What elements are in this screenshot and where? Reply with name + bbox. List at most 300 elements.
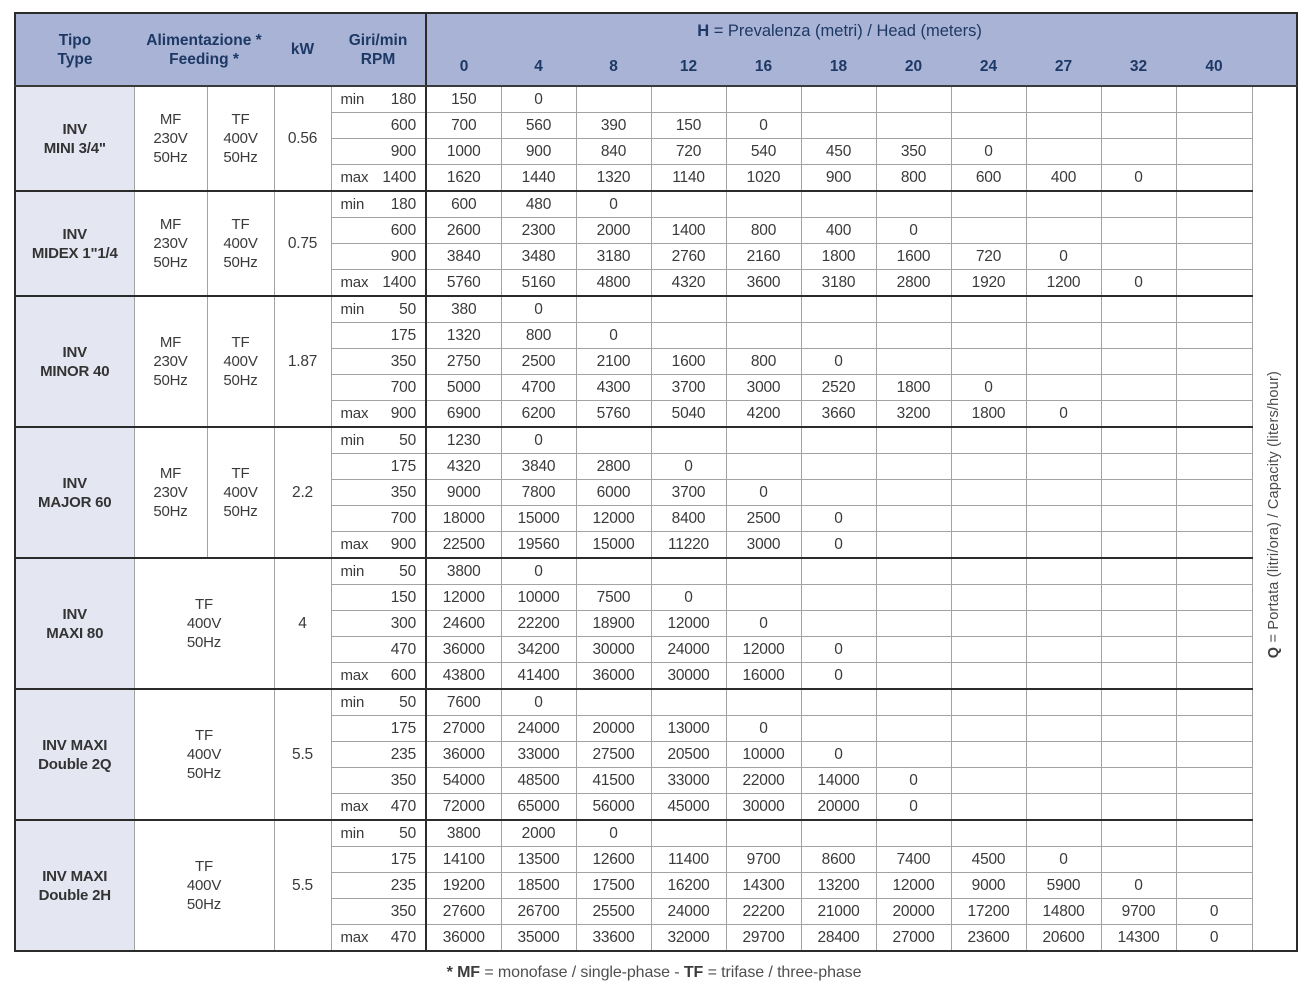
flow-cell: 6000 bbox=[576, 480, 651, 506]
rpm-cell-content bbox=[332, 925, 426, 950]
flow-cell: 29700 bbox=[726, 925, 801, 952]
flow-cell: 17500 bbox=[576, 873, 651, 899]
flow-cell bbox=[801, 296, 876, 323]
flow-cell: 0 bbox=[1101, 165, 1176, 192]
flow-cell: 9700 bbox=[1101, 899, 1176, 925]
flow-cell: 30000 bbox=[651, 663, 726, 690]
flow-cell bbox=[1101, 401, 1176, 428]
text-line: TF bbox=[231, 111, 250, 128]
flow-cell bbox=[876, 742, 951, 768]
flow-cell: 13000 bbox=[651, 716, 726, 742]
flow-cell: 900 bbox=[801, 165, 876, 192]
text-segment: Q bbox=[1266, 646, 1283, 659]
text-line: MF bbox=[159, 111, 182, 128]
flow-cell bbox=[726, 86, 801, 113]
flow-cell bbox=[576, 296, 651, 323]
rpm-value: 900 bbox=[390, 143, 417, 160]
flow-cell: 27600 bbox=[426, 899, 501, 925]
rpm-cell-content bbox=[332, 480, 426, 505]
flow-cell: 3800 bbox=[426, 820, 501, 847]
flow-cell bbox=[876, 323, 951, 349]
flow-cell: 14300 bbox=[1101, 925, 1176, 952]
flow-cell: 24000 bbox=[651, 637, 726, 663]
flow-cell: 20000 bbox=[801, 794, 876, 821]
rpm-value: 700 bbox=[390, 379, 417, 396]
flow-cell: 0 bbox=[951, 139, 1026, 165]
flow-cell: 16000 bbox=[726, 663, 801, 690]
text-line: 50Hz bbox=[223, 503, 258, 520]
header-capacity-spacer bbox=[1252, 13, 1297, 86]
rpm-value: 50 bbox=[399, 694, 417, 711]
flow-cell: 10000 bbox=[726, 742, 801, 768]
flow-cell: 0 bbox=[1101, 873, 1176, 899]
rpm-cell-content bbox=[332, 611, 426, 636]
flow-cell bbox=[1026, 637, 1101, 663]
flow-cell bbox=[951, 585, 1026, 611]
rpm-cell bbox=[331, 663, 426, 690]
rpm-cell-content bbox=[332, 218, 426, 243]
flow-cell bbox=[1176, 768, 1252, 794]
rpm-minmax-label: min bbox=[340, 694, 365, 711]
flow-cell: 5160 bbox=[501, 270, 576, 297]
flow-cell bbox=[1101, 820, 1176, 847]
flow-cell bbox=[1176, 611, 1252, 637]
flow-cell: 65000 bbox=[501, 794, 576, 821]
feeding-tf-cell bbox=[207, 86, 274, 191]
flow-cell: 24000 bbox=[651, 899, 726, 925]
flow-cell: 1020 bbox=[726, 165, 801, 192]
capacity-axis-cell bbox=[1252, 86, 1297, 951]
flow-cell bbox=[876, 427, 951, 454]
flow-cell bbox=[1101, 244, 1176, 270]
rpm-cell-content bbox=[332, 663, 426, 688]
flow-cell: 22200 bbox=[501, 611, 576, 637]
flow-cell: 12000 bbox=[426, 585, 501, 611]
flow-cell bbox=[876, 558, 951, 585]
rpm-value: 700 bbox=[390, 510, 417, 527]
rpm-cell-content bbox=[332, 401, 426, 426]
head-column-12: 12 bbox=[651, 49, 726, 86]
rpm-cell-content bbox=[332, 716, 426, 741]
flow-cell: 3000 bbox=[726, 532, 801, 559]
flow-cell: 0 bbox=[801, 663, 876, 690]
flow-cell bbox=[1176, 323, 1252, 349]
rpm-cell-content bbox=[332, 349, 426, 374]
flow-cell: 7400 bbox=[876, 847, 951, 873]
flow-cell: 600 bbox=[951, 165, 1026, 192]
flow-cell: 6900 bbox=[426, 401, 501, 428]
flow-cell bbox=[651, 558, 726, 585]
rpm-cell bbox=[331, 401, 426, 428]
flow-cell bbox=[801, 454, 876, 480]
text-segment: = monofase / single-phase - bbox=[479, 964, 684, 981]
rpm-cell-content bbox=[332, 690, 426, 715]
flow-cell: 450 bbox=[801, 139, 876, 165]
flow-cell bbox=[1176, 637, 1252, 663]
flow-cell: 18000 bbox=[426, 506, 501, 532]
flow-cell bbox=[1026, 86, 1101, 113]
flow-cell: 1440 bbox=[501, 165, 576, 192]
flow-cell: 6200 bbox=[501, 401, 576, 428]
flow-cell: 0 bbox=[801, 506, 876, 532]
flow-cell: 3700 bbox=[651, 480, 726, 506]
rpm-cell-content bbox=[332, 113, 426, 138]
kw-cell: 1.87 bbox=[274, 296, 331, 427]
flow-cell: 1620 bbox=[426, 165, 501, 192]
flow-cell bbox=[951, 820, 1026, 847]
text-line: INV MAXI bbox=[42, 867, 108, 885]
text-line: TF bbox=[231, 465, 250, 482]
text-line: 50Hz bbox=[153, 372, 188, 389]
flow-cell: 14000 bbox=[801, 768, 876, 794]
flow-cell bbox=[1176, 139, 1252, 165]
rpm-minmax-label: max bbox=[340, 667, 369, 684]
flow-cell: 1000 bbox=[426, 139, 501, 165]
flow-cell: 18500 bbox=[501, 873, 576, 899]
kw-cell: 0.75 bbox=[274, 191, 331, 296]
flow-cell bbox=[801, 480, 876, 506]
rpm-cell-content bbox=[332, 742, 426, 767]
text-line: 50Hz bbox=[223, 149, 258, 166]
flow-cell: 8600 bbox=[801, 847, 876, 873]
flow-cell: 26700 bbox=[501, 899, 576, 925]
text-line: 50Hz bbox=[153, 254, 188, 271]
flow-cell bbox=[951, 716, 1026, 742]
flow-cell bbox=[1101, 86, 1176, 113]
flow-cell bbox=[1026, 113, 1101, 139]
flow-cell: 15000 bbox=[501, 506, 576, 532]
text-line: Giri/min bbox=[348, 31, 408, 49]
flow-cell bbox=[951, 689, 1026, 716]
flow-cell bbox=[951, 637, 1026, 663]
rpm-cell bbox=[331, 873, 426, 899]
rpm-value: 1400 bbox=[382, 274, 417, 291]
flow-cell bbox=[1176, 820, 1252, 847]
flow-cell: 13500 bbox=[501, 847, 576, 873]
rpm-cell bbox=[331, 899, 426, 925]
rpm-value: 175 bbox=[390, 851, 417, 868]
flow-cell: 5760 bbox=[426, 270, 501, 297]
flow-cell bbox=[1176, 873, 1252, 899]
flow-cell bbox=[1176, 375, 1252, 401]
rpm-cell-content bbox=[332, 428, 426, 453]
text-line: 50Hz bbox=[186, 765, 222, 782]
rpm-cell bbox=[331, 637, 426, 663]
text-line: 230V bbox=[153, 353, 188, 370]
rpm-value: 235 bbox=[390, 877, 417, 894]
flow-cell bbox=[1101, 768, 1176, 794]
flow-cell bbox=[1176, 86, 1252, 113]
rpm-value: 1400 bbox=[382, 169, 417, 186]
text-line: 400V bbox=[223, 130, 258, 147]
kw-cell: 5.5 bbox=[274, 689, 331, 820]
flow-cell: 800 bbox=[726, 218, 801, 244]
rpm-value: 470 bbox=[390, 929, 417, 946]
flow-cell: 2300 bbox=[501, 218, 576, 244]
text-line: 230V bbox=[153, 484, 188, 501]
header-kw: kW bbox=[274, 13, 331, 86]
flow-cell bbox=[951, 506, 1026, 532]
flow-cell: 36000 bbox=[426, 925, 501, 952]
kw-cell: 0.56 bbox=[274, 86, 331, 191]
flow-cell: 21000 bbox=[801, 899, 876, 925]
rpm-cell bbox=[331, 349, 426, 375]
flow-cell: 3480 bbox=[501, 244, 576, 270]
rpm-minmax-label: min bbox=[340, 301, 365, 318]
flow-cell: 19560 bbox=[501, 532, 576, 559]
text-line: 50Hz bbox=[186, 634, 222, 651]
flow-cell bbox=[1026, 375, 1101, 401]
flow-cell: 7600 bbox=[426, 689, 501, 716]
text-line: 50Hz bbox=[223, 254, 258, 271]
flow-cell: 350 bbox=[876, 139, 951, 165]
rpm-value: 600 bbox=[390, 667, 417, 684]
head-column-18: 18 bbox=[801, 49, 876, 86]
flow-cell bbox=[1026, 663, 1101, 690]
flow-cell: 0 bbox=[501, 689, 576, 716]
flow-cell: 20500 bbox=[651, 742, 726, 768]
flow-cell: 0 bbox=[801, 742, 876, 768]
flow-cell: 17200 bbox=[951, 899, 1026, 925]
flow-cell: 28400 bbox=[801, 925, 876, 952]
flow-cell bbox=[801, 611, 876, 637]
flow-cell bbox=[1101, 139, 1176, 165]
flow-cell: 5760 bbox=[576, 401, 651, 428]
flow-cell: 800 bbox=[876, 165, 951, 192]
text-line: 230V bbox=[153, 235, 188, 252]
table-row bbox=[15, 86, 1297, 113]
flow-cell bbox=[1176, 506, 1252, 532]
flow-cell bbox=[1176, 113, 1252, 139]
flow-cell bbox=[1176, 558, 1252, 585]
flow-cell: 1230 bbox=[426, 427, 501, 454]
rpm-cell-content bbox=[332, 139, 426, 164]
flow-cell bbox=[1176, 427, 1252, 454]
flow-cell bbox=[801, 716, 876, 742]
flow-cell: 9000 bbox=[951, 873, 1026, 899]
text-line: 400V bbox=[223, 235, 258, 252]
text-segment: TF bbox=[683, 964, 704, 981]
flow-cell bbox=[1176, 585, 1252, 611]
flow-cell bbox=[651, 820, 726, 847]
head-column-40: 40 bbox=[1176, 49, 1252, 86]
table-row bbox=[15, 296, 1297, 323]
flow-cell bbox=[876, 689, 951, 716]
header-rpm bbox=[331, 13, 426, 86]
flow-cell bbox=[1176, 480, 1252, 506]
rpm-value: 900 bbox=[390, 536, 417, 553]
flow-cell: 3840 bbox=[426, 244, 501, 270]
flow-cell: 0 bbox=[1026, 244, 1101, 270]
flow-cell: 3000 bbox=[726, 375, 801, 401]
flow-cell: 4300 bbox=[576, 375, 651, 401]
flow-cell bbox=[1026, 427, 1101, 454]
flow-cell: 3200 bbox=[876, 401, 951, 428]
flow-cell bbox=[876, 480, 951, 506]
flow-cell bbox=[651, 689, 726, 716]
flow-cell bbox=[1101, 375, 1176, 401]
text-line: Type bbox=[57, 50, 93, 68]
rpm-minmax-label: max bbox=[340, 169, 369, 186]
text-line: MF bbox=[159, 334, 182, 351]
flow-cell: 700 bbox=[426, 113, 501, 139]
flow-cell: 0 bbox=[726, 716, 801, 742]
flow-cell: 3700 bbox=[651, 375, 726, 401]
flow-cell: 1920 bbox=[951, 270, 1026, 297]
flow-cell bbox=[801, 86, 876, 113]
flow-cell: 0 bbox=[501, 427, 576, 454]
table-row bbox=[15, 427, 1297, 454]
rpm-cell bbox=[331, 847, 426, 873]
flow-cell bbox=[876, 86, 951, 113]
flow-cell bbox=[876, 585, 951, 611]
flow-cell: 3660 bbox=[801, 401, 876, 428]
model-cell bbox=[15, 689, 134, 820]
rpm-value: 350 bbox=[390, 484, 417, 501]
rpm-value: 350 bbox=[390, 903, 417, 920]
flow-cell: 33000 bbox=[501, 742, 576, 768]
head-title-text: = Prevalenza (metri) / Head (meters) bbox=[709, 22, 982, 40]
rpm-minmax-label: max bbox=[340, 929, 369, 946]
flow-cell bbox=[951, 611, 1026, 637]
flow-cell bbox=[1026, 611, 1101, 637]
rpm-cell bbox=[331, 532, 426, 559]
head-column-16: 16 bbox=[726, 49, 801, 86]
flow-cell: 0 bbox=[576, 323, 651, 349]
flow-cell bbox=[1101, 716, 1176, 742]
rpm-value: 235 bbox=[390, 746, 417, 763]
flow-cell bbox=[801, 585, 876, 611]
flow-cell: 600 bbox=[426, 191, 501, 218]
feeding-mf-cell bbox=[134, 191, 207, 296]
flow-cell: 800 bbox=[501, 323, 576, 349]
flow-cell: 800 bbox=[726, 349, 801, 375]
flow-cell bbox=[1176, 454, 1252, 480]
text-segment: = trifase / three-phase bbox=[703, 964, 862, 981]
flow-cell: 3840 bbox=[501, 454, 576, 480]
flow-cell: 14300 bbox=[726, 873, 801, 899]
flow-cell: 3600 bbox=[726, 270, 801, 297]
flow-cell bbox=[951, 427, 1026, 454]
flow-cell bbox=[651, 86, 726, 113]
text-line: Feeding * bbox=[169, 50, 239, 68]
flow-cell bbox=[876, 716, 951, 742]
flow-cell: 54000 bbox=[426, 768, 501, 794]
flow-cell: 7500 bbox=[576, 585, 651, 611]
rpm-cell-content bbox=[332, 794, 426, 819]
flow-cell: 48500 bbox=[501, 768, 576, 794]
flow-cell bbox=[1026, 139, 1101, 165]
rpm-cell bbox=[331, 611, 426, 637]
flow-cell bbox=[1101, 113, 1176, 139]
flow-cell: 400 bbox=[1026, 165, 1101, 192]
rpm-cell bbox=[331, 113, 426, 139]
flow-cell: 18900 bbox=[576, 611, 651, 637]
rpm-minmax-label: max bbox=[340, 274, 369, 291]
flow-cell: 0 bbox=[951, 375, 1026, 401]
flow-cell: 1800 bbox=[951, 401, 1026, 428]
text-line: Double 2H bbox=[38, 886, 111, 904]
head-column-4: 4 bbox=[501, 49, 576, 86]
flow-cell: 15000 bbox=[576, 532, 651, 559]
flow-cell: 27500 bbox=[576, 742, 651, 768]
text-line: Double 2Q bbox=[38, 755, 112, 773]
flow-cell bbox=[801, 323, 876, 349]
flow-cell: 12600 bbox=[576, 847, 651, 873]
flow-cell: 150 bbox=[651, 113, 726, 139]
flow-cell: 5000 bbox=[426, 375, 501, 401]
rpm-value: 600 bbox=[390, 117, 417, 134]
flow-cell bbox=[1101, 847, 1176, 873]
flow-cell bbox=[801, 689, 876, 716]
text-line: Tipo bbox=[58, 31, 92, 49]
kw-cell: 2.2 bbox=[274, 427, 331, 558]
flow-cell bbox=[1026, 506, 1101, 532]
capacity-axis-label bbox=[1266, 371, 1282, 658]
flow-cell bbox=[1026, 349, 1101, 375]
rpm-cell-content bbox=[332, 506, 426, 531]
rpm-cell-content bbox=[332, 323, 426, 348]
rpm-cell-content bbox=[332, 821, 426, 846]
flow-cell bbox=[951, 349, 1026, 375]
flow-cell bbox=[951, 218, 1026, 244]
text-line: 50Hz bbox=[153, 503, 188, 520]
rpm-minmax-label: max bbox=[340, 405, 369, 422]
flow-cell bbox=[1101, 323, 1176, 349]
flow-cell bbox=[1176, 270, 1252, 297]
flow-cell bbox=[1026, 794, 1101, 821]
text-line: MF bbox=[159, 465, 182, 482]
flow-cell bbox=[801, 113, 876, 139]
flow-cell bbox=[951, 794, 1026, 821]
flow-cell: 0 bbox=[726, 113, 801, 139]
flow-cell: 7800 bbox=[501, 480, 576, 506]
pump-spec-table bbox=[14, 12, 1298, 952]
flow-cell bbox=[876, 454, 951, 480]
flow-cell bbox=[801, 191, 876, 218]
rpm-cell bbox=[331, 323, 426, 349]
flow-cell bbox=[1026, 454, 1101, 480]
flow-cell: 8400 bbox=[651, 506, 726, 532]
flow-cell bbox=[1101, 611, 1176, 637]
flow-cell: 20000 bbox=[876, 899, 951, 925]
flow-cell bbox=[1026, 716, 1101, 742]
flow-cell: 0 bbox=[726, 611, 801, 637]
flow-cell: 4800 bbox=[576, 270, 651, 297]
flow-cell bbox=[951, 191, 1026, 218]
feeding-tf-cell bbox=[207, 427, 274, 558]
flow-cell: 10000 bbox=[501, 585, 576, 611]
rpm-cell bbox=[331, 480, 426, 506]
flow-cell: 3180 bbox=[801, 270, 876, 297]
flow-cell: 480 bbox=[501, 191, 576, 218]
flow-cell: 45000 bbox=[651, 794, 726, 821]
flow-cell: 0 bbox=[1101, 270, 1176, 297]
flow-cell: 2000 bbox=[501, 820, 576, 847]
rpm-cell bbox=[331, 270, 426, 297]
rpm-cell-content bbox=[332, 87, 426, 112]
flow-cell bbox=[876, 296, 951, 323]
flow-cell: 0 bbox=[1026, 401, 1101, 428]
feeding-mf-cell bbox=[134, 427, 207, 558]
flow-cell bbox=[651, 191, 726, 218]
flow-cell bbox=[1026, 191, 1101, 218]
rpm-value: 50 bbox=[399, 301, 417, 318]
flow-cell bbox=[1176, 218, 1252, 244]
rpm-cell bbox=[331, 689, 426, 716]
flow-cell bbox=[1176, 349, 1252, 375]
flow-cell bbox=[1101, 349, 1176, 375]
